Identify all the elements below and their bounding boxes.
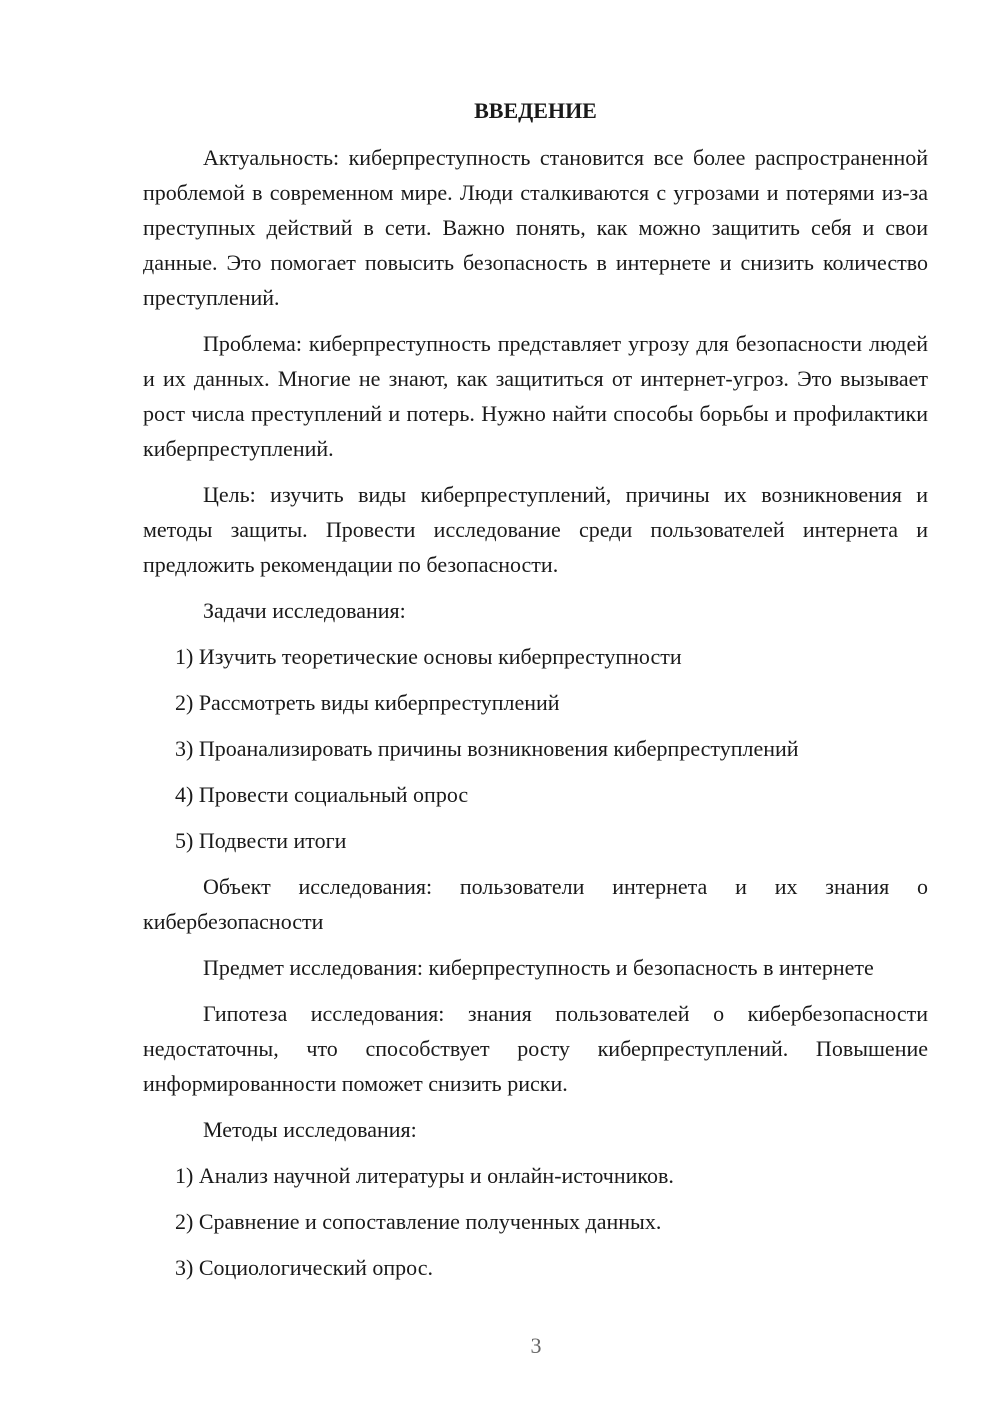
tasks-label: Задачи исследования: bbox=[203, 598, 406, 623]
problem-paragraph: Проблема: киберпреступность представляет угрозу для безопасности людей и их данных. Многие не знают, как защититься от интернет-угроз. Это вызывает рост числа преступлений и потерь. Нужно найти способы борьбы и профилактики киберпреступлений. bbox=[143, 331, 928, 461]
tasks-list bbox=[143, 639, 928, 858]
goal-paragraph: Цель: изучить виды киберпреступлений, причины их возникновения и методы защиты. Провести исследование среди пользователей интернета и предложить рекомендации по безопасности. bbox=[143, 482, 928, 577]
method-item: 2) Сравнение и сопоставление полученных данных. bbox=[175, 1209, 662, 1234]
task-item: 1) Изучить теоретические основы киберпреступности bbox=[175, 644, 682, 669]
task-item: 3) Проанализировать причины возникновения киберпреступлений bbox=[175, 736, 799, 761]
methods-label: Методы исследования: bbox=[203, 1117, 417, 1142]
subject-paragraph: Предмет исследования: киберпреступность и безопасность в интернете bbox=[203, 955, 874, 980]
hypothesis-paragraph: Гипотеза исследования: знания пользователей о кибербезопасности недостаточны, что способствует росту киберпреступлений. Повышение информированности поможет снизить риски. bbox=[143, 1001, 928, 1096]
page-title: ВВЕДЕНИЕ bbox=[474, 98, 597, 123]
task-item: 5) Подвести итоги bbox=[175, 828, 347, 853]
method-item: 3) Социологический опрос. bbox=[175, 1255, 433, 1280]
object-paragraph: Объект исследования: пользователи интернета и их знания о кибербезопасности bbox=[143, 874, 928, 934]
method-item: 1) Анализ научной литературы и онлайн-источников. bbox=[175, 1163, 674, 1188]
task-item: 4) Провести социальный опрос bbox=[175, 782, 469, 807]
methods-list bbox=[143, 1158, 928, 1285]
page-content bbox=[143, 96, 928, 1296]
relevance-paragraph: Актуальность: киберпреступность становится все более распространенной проблемой в современном мире. Люди сталкиваются с угрозами и потерями из-за преступных действий в сети. Важно понять, как можно защитить себя и свои данные. Это помогает повысить безопасность в интернете и снизить количество преступлений. bbox=[143, 145, 928, 310]
page-number: 3 bbox=[530, 1333, 542, 1358]
task-item: 2) Рассмотреть виды киберпреступлений bbox=[175, 690, 560, 715]
